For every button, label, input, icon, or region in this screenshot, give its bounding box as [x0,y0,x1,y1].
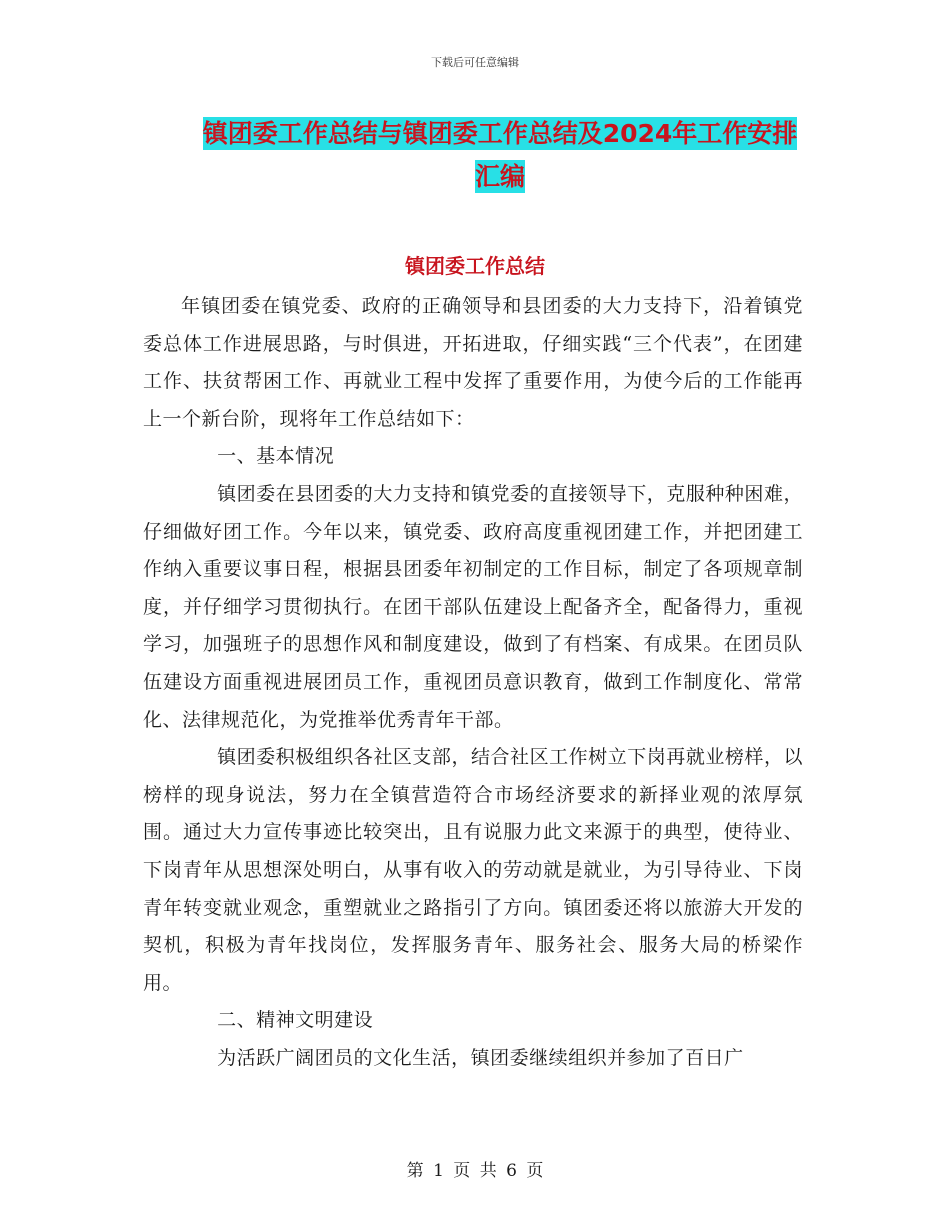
paragraph-basic-situation: 镇团委在县团委的大力支持和镇党委的直接领导下，克服种种困难，仔细做好团工作。今年以来，镇党委、政府高度重视团建工作，并把团建工作纳入重要议事日程，根据县团委年初制定的工作目标，制定了各项规章制度，并仔细学习贯彻执行。在团干部队伍建设上配备齐全，配备得力，重视学习，加强班子的思想作风和制度建设，做到了有档案、有成果。在团员队伍建设方面重视进展团员工作，重视团员意识教育，做到工作制度化、常常化、法律规范化，为党推举优秀青年干部。 [143,482,803,731]
paragraph-reemployment: 镇团委积极组织各社区支部，结合社区工作树立下岗再就业榜样，以榜样的现身说法，努力在全镇营造符合市场经济要求的新择业观的浓厚氛围。通过大力宣传事迹比较突出，且有说服力此文来源于的典型，使待业、下岗青年从思想深处明白，从事有收入的劳动就是就业，为引导待业、下岗青年转变就业观念，重塑就业之路指引了方向。镇团委还将以旅游大开发的契机，积极为青年找岗位，发挥服务青年、服务社会、服务大局的桥梁作用。 [143,746,803,994]
page-header-note: 下载后可任意编辑 [431,56,519,69]
paragraph-cultural-life: 为活跃广阔团员的文化生活，镇团委继续组织并参加了百日广 [217,1046,744,1069]
document-title-line1: 镇团委工作总结与镇团委工作总结及2024年工作安排 [202,119,798,148]
paragraph-intro: 年镇团委在镇党委、政府的正确领导和县团委的大力支持下，沿着镇党委总体工作进展思路，与时俱进，开拓进取，仔细实践“三个代表”，在团建工作、扶贫帮困工作、再就业工程中发挥了重要作用，为使今后的工作能再上一个新台阶，现将年工作总结如下： [143,295,803,430]
document-title-line2: 汇编 [474,162,525,191]
heading-basic-situation: 一、基本情况 [217,445,335,468]
page-footer-pagination: 第 1 页 共 6 页 [406,1161,544,1181]
heading-spiritual-civilization: 二、精神文明建设 [217,1009,374,1032]
body-text [143,288,803,1077]
document-title [140,112,860,198]
section-title: 镇团委工作总结 [405,254,545,278]
